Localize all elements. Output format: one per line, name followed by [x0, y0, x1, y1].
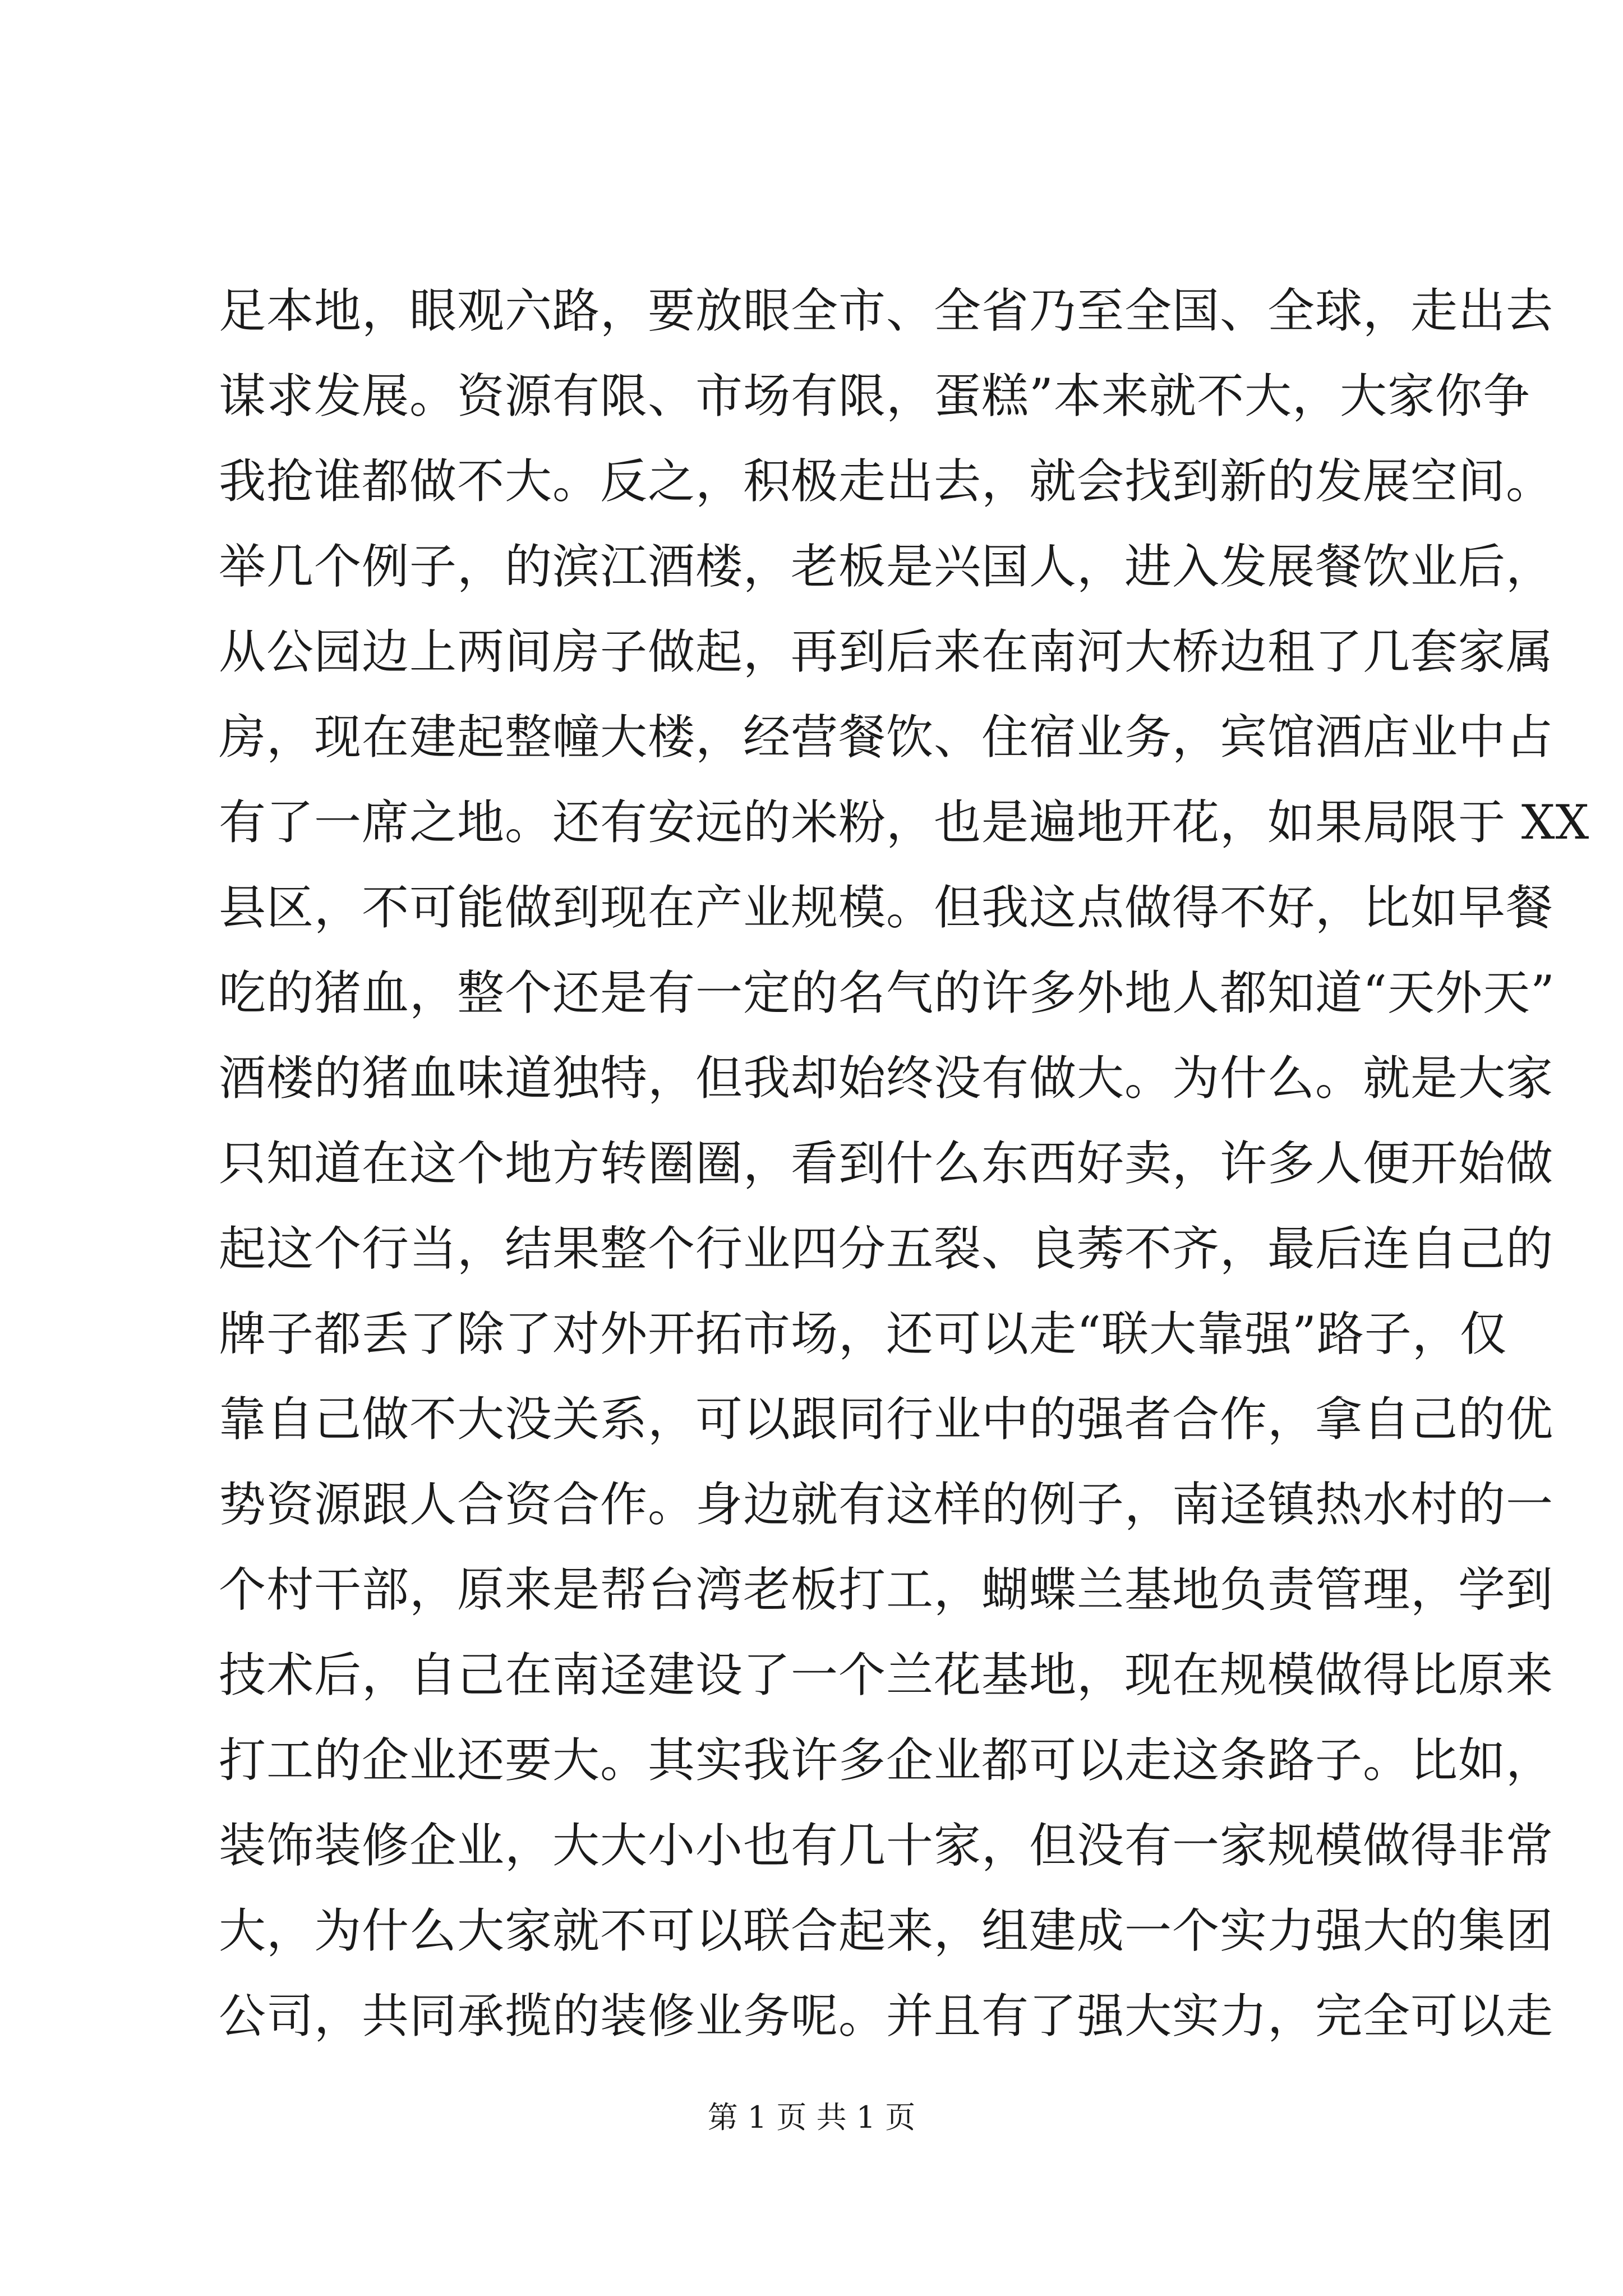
text-line: 只知道在这个地方转圈圈，看到什么东西好卖，许多人便开始做 [219, 1136, 1554, 1191]
text-line: 大，为什么大家就不可以联合起来，组建成一个实力强大的集团 [219, 1903, 1554, 1958]
page-footer [0, 2098, 1623, 2137]
text-line: 打工的企业还要大。其实我许多企业都可以走这条路子。比如， [219, 1733, 1554, 1788]
text-line: 足本地，眼观六路，要放眼全市、全省乃至全国、全球，走出去 [219, 283, 1554, 338]
text-line: 县区，不可能做到现在产业规模。但我这点做得不好，比如早餐 [219, 880, 1554, 935]
text-line: 装饰装修企业，大大小小也有几十家，但没有一家规模做得非常 [219, 1818, 1554, 1873]
text-line: 技术后，自己在南迳建设了一个兰花基地，现在规模做得比原来 [219, 1648, 1554, 1703]
text-line: 有了一席之地。还有安远的米粉，也是遍地开花，如果局限于 XX [219, 795, 1590, 850]
text-line: 靠自己做不大没关系，可以跟同行业中的强者合作，拿自己的优 [219, 1392, 1554, 1447]
text-line: 吃的猪血，整个还是有一定的名气的许多外地人都知道“天外天” [219, 965, 1555, 1020]
page-number-label: 第 1 页 共 1 页 [707, 2100, 916, 2135]
text-line: 我抢谁都做不大。反之，积极走出去，就会找到新的发展空间。 [219, 454, 1554, 509]
text-line: 公司，共同承揽的装修业务呢。并且有了强大实力，完全可以走 [219, 1989, 1554, 2044]
text-line: 房，现在建起整幢大楼，经营餐饮、住宿业务，宾馆酒店业中占 [219, 710, 1554, 765]
body-text [219, 268, 1590, 2059]
text-line: 举几个例子，的滨江酒楼，老板是兴国人，进入发展餐饮业后， [219, 539, 1554, 594]
text-line: 势资源跟人合资合作。身边就有这样的例子，南迳镇热水村的一 [219, 1477, 1554, 1532]
text-line: 起这个行当，结果整个行业四分五裂、良莠不齐，最后连自己的 [219, 1221, 1554, 1276]
text-line: 牌子都丢了除了对外开拓市场，还可以走“联大靠强”路子，仅 [219, 1306, 1507, 1361]
text-line: 个村干部，原来是帮台湾老板打工，蝴蝶兰基地负责管理，学到 [219, 1562, 1554, 1617]
text-line: 谋求发展。资源有限、市场有限，蛋糕”本来就不大，大家你争 [219, 369, 1530, 424]
text-line: 从公园边上两间房子做起，再到后来在南河大桥边租了几套家属 [219, 624, 1554, 679]
text-line: 酒楼的猪血味道独特，但我却始终没有做大。为什么。就是大家 [219, 1051, 1554, 1106]
